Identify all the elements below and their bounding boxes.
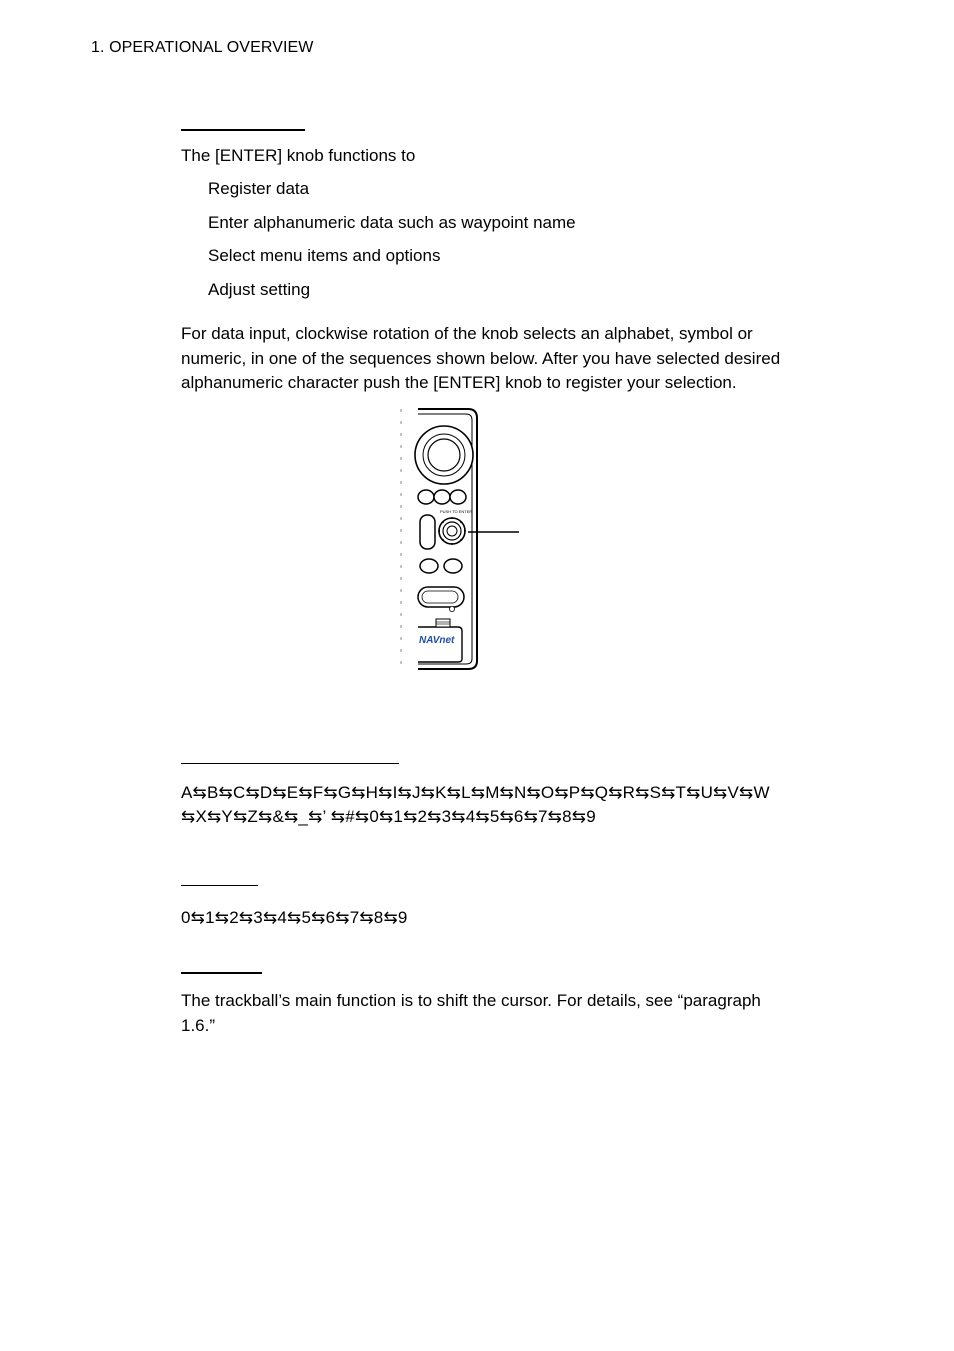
enter-knob-intro: The [ENTER] knob functions to [181, 146, 416, 165]
trackball-line: The trackball’s main function is to shift the cursor. For details, see “paragraph [181, 991, 761, 1010]
alphanumeric-sequence-line: ⇆X⇆Y⇆Z⇆&⇆_⇆’ ⇆#⇆0⇆1⇆2⇆3⇆4⇆5⇆6⇆7⇆8⇆9 [181, 807, 596, 826]
function-buttons-icon [418, 490, 466, 504]
trackball-description [181, 989, 861, 1038]
control-panel-illustration [396, 405, 526, 675]
knob-caption: PUSH TO ENTER [440, 509, 473, 514]
trackball-icon [415, 426, 473, 484]
alphanumeric-sequence-line: A⇆B⇆C⇆D⇆E⇆F⇆G⇆H⇆I⇆J⇆K⇆L⇆M⇆N⇆O⇆P⇆Q⇆R⇆S⇆T⇆U⇆V⇆W [181, 783, 770, 802]
function-item: Enter alphanumeric data such as waypoint name [208, 213, 576, 232]
section-header: 1. OPERATIONAL OVERVIEW [91, 39, 314, 56]
heading-rule-trackball [181, 972, 262, 974]
navnet-logo: NAVnet [419, 635, 455, 646]
heading-rule-enter-knob [181, 129, 305, 131]
enter-knob-icon [438, 509, 472, 545]
numeric-sequence: 0⇆1⇆2⇆3⇆4⇆5⇆6⇆7⇆8⇆9 [181, 908, 408, 927]
trackball-line: 1.6.” [181, 1015, 216, 1035]
function-item: Adjust setting [208, 280, 311, 299]
power-icon [449, 606, 454, 611]
description-line: For data input, clockwise rotation of the knob selects an alphabet, symbol or [181, 324, 753, 343]
heading-rule-alphanumeric [181, 763, 399, 764]
description-line: alphanumeric character push the [ENTER] knob to register your selection. [181, 373, 737, 392]
menu-key-icon [420, 515, 435, 549]
function-item: Select menu items and options [208, 246, 441, 265]
enter-knob-description [181, 322, 861, 396]
function-item: Register data [208, 179, 310, 198]
heading-rule-numeric [181, 885, 258, 886]
description-line: numeric, in one of the sequences shown below. After you have selected desired [181, 348, 781, 368]
